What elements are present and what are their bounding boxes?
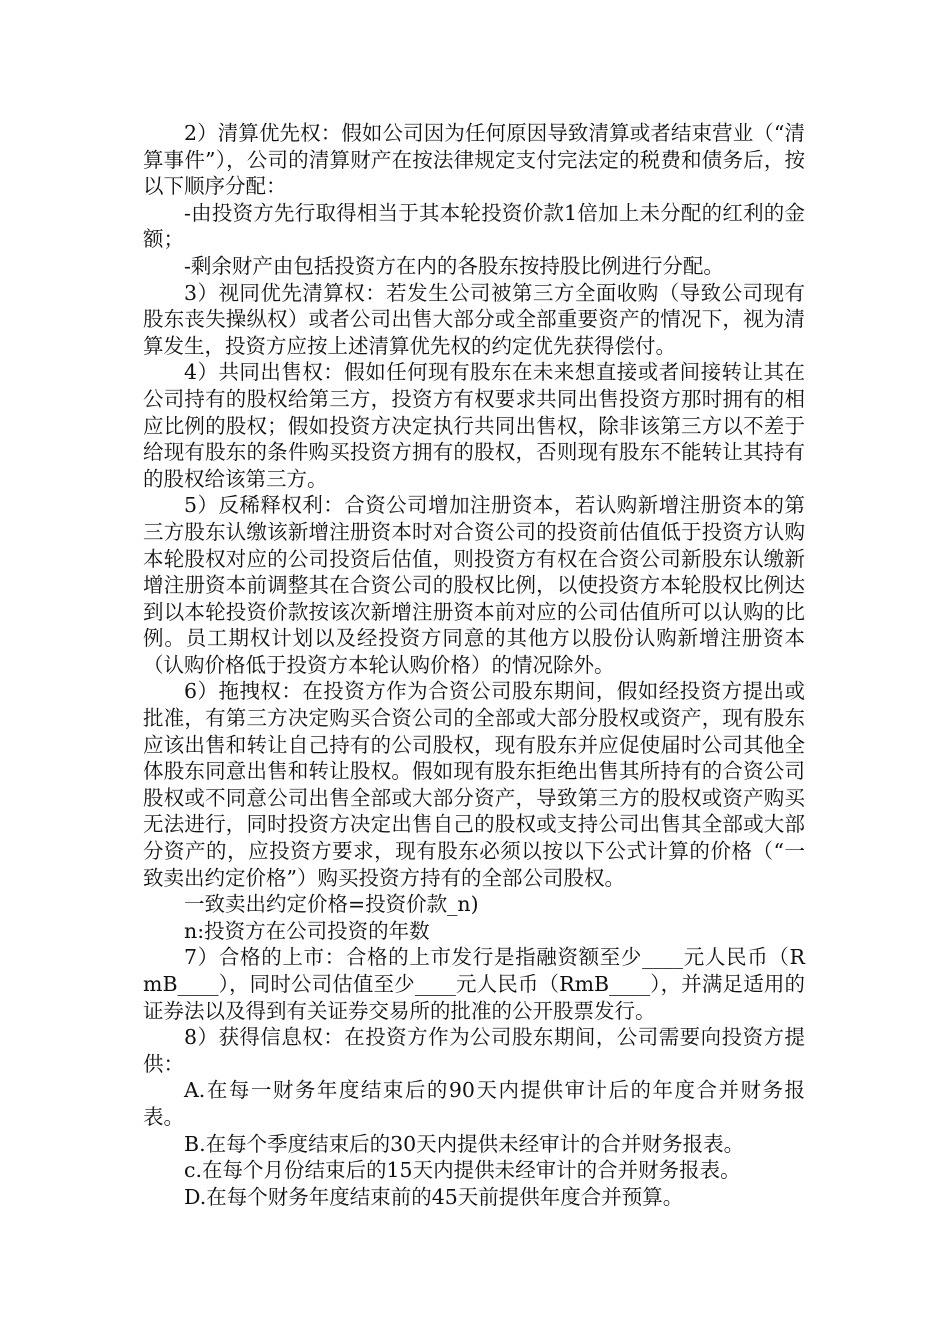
document-body — [143, 120, 805, 1210]
paragraph-drag-along: 6）拖拽权：在投资方作为合资公司股东期间，假如经投资方提出或批准，有第三方决定购买合资公司的全部或大部分股权或资产，现有股东应该出售和转让自己持有的公司股权，现有股东并应促使届时公司其他全体股东同意出售和转让股权。假如现有股东拒绝出售其所持有的合资公司股权或不同意公司出售全部或大部分资产，导致第三方的股权或资产购买无法进行，同时投资方决定出售自己的股权或支持公司出售其全部或大部分资产的，应投资方要求，现有股东必须以按以下公式计算的价格（“一致卖出约定价格”）购买投资方持有的全部公司股权。 — [143, 679, 805, 890]
paragraph-deemed-liquidation: 3）视同优先清算权：若发生公司被第三方全面收购（导致公司现有股东丧失操纵权）或者公司出售大部分或全部重要资产的情况下，视为清算发生，投资方应按上述清算优先权的约定优先获得偿付。 — [143, 280, 805, 358]
paragraph-info-item-c: c.在每个月份结束后的15天内提供未经审计的合并财务报表。 — [184, 1158, 741, 1183]
paragraph-co-sale-right: 4）共同出售权：假如任何现有股东在未来想直接或者间接转让其在公司持有的股权给第三方，投资方有权要求共同出售投资方那时拥有的相应比例的股权；假如投资方决定执行共同出售权，除非该第三方以不差于给现有股东的条件购买投资方拥有的股权，否则现有股东不能转让其持有的股权给该第三方。 — [143, 360, 805, 491]
paragraph-info-item-b: B.在每个季度结束后的30天内提供未经审计的合并财务报表。 — [184, 1131, 745, 1156]
paragraph-qualified-ipo: 7）合格的上市：合格的上市发行是指融资额至少____元人民币（RmB____），同时公司估值至少____元人民币（RmB____），并满足适用的证券法以及得到有关证券交易所的批准的公开股票发行。 — [143, 945, 805, 1023]
paragraph-info-item-a: A.在每一财务年度结束后的90天内提供审计后的年度合并财务报表。 — [143, 1078, 805, 1129]
paragraph-price-formula: 一致卖出约定价格=投资价款_n) — [184, 892, 479, 917]
paragraph-distribution-investor-first: -由投资方先行取得相当于其本轮投资价款1倍加上未分配的红利的金额； — [143, 200, 805, 252]
paragraph-formula-variable: n:投资方在公司投资的年数 — [184, 918, 430, 943]
paragraph-information-right: 8）获得信息权：在投资方作为公司股东期间，公司需要向投资方提供： — [143, 1025, 805, 1076]
paragraph-distribution-remaining: -剩余财产由包括投资方在内的各股东按持股比例进行分配。 — [184, 253, 724, 278]
paragraph-info-item-d: D.在每个财务年度结束前的45天前提供年度合并预算。 — [184, 1184, 684, 1209]
paragraph-anti-dilution: 5）反稀释权利：合资公司增加注册资本，若认购新增注册资本的第三方股东认缴该新增注册资本时对合资公司的投资前估值低于投资方认购本轮股权对应的公司投资后估值，则投资方有权在合资公司新股东认缴新增注册资本前调整其在合资公司的股权比例，以使投资方本轮股权比例达到以本轮投资价款按该次新增注册资本前对应的公司估值所可以认购的比例。员工期权计划以及经投资方同意的其他方以股份认购新增注册资本（认购价格低于投资方本轮认购价格）的情况除外。 — [143, 493, 805, 677]
paragraph-liquidation-preference: 2）清算优先权：假如公司因为任何原因导致清算或者结束营业（“清算事件”），公司的清算财产在按法律规定支付完法定的税费和债务后，按以下顺序分配： — [143, 121, 805, 199]
